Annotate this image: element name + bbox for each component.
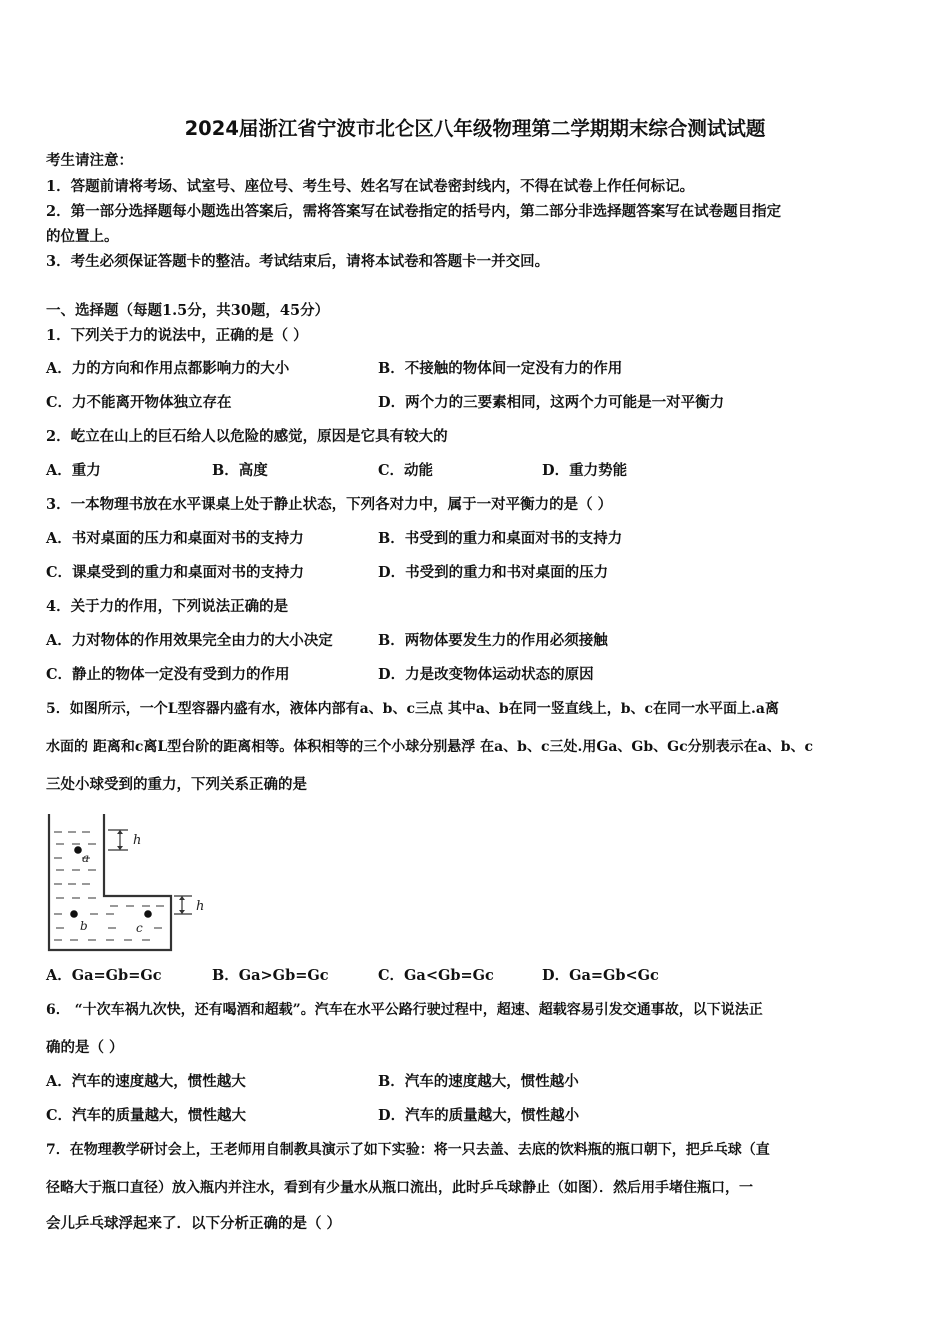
q2-stem: 2．屹立在山上的巨石给人以危险的感觉，原因是它具有较大的	[46, 428, 448, 445]
q3-option-c: C．课桌受到的重力和桌面对书的支持力	[46, 564, 305, 581]
section-heading: 一、选择题（每题1.5分，共30题，45分）	[46, 302, 330, 319]
q5-option-b: B．Ga>Gb=Gc	[212, 967, 329, 984]
q2-option-c: C．动能	[378, 462, 434, 479]
q5-stem-line1: 5．如图所示，一个L型容器内盛有水，液体内部有a、b、c三点 其中a、b在同一竖直线上，b、c在同一水平面上.a离	[46, 701, 779, 717]
point-b-label: b	[80, 919, 88, 933]
q7-stem-line2: 径略大于瓶口直径）放入瓶内并注水，看到有少量水从瓶口流出，此时乒乓球静止（如图）．然后用手堵住瓶口，一	[46, 1180, 753, 1196]
point-a-label: a	[82, 851, 90, 865]
q5-option-d: D．Ga=Gb<Gc	[542, 967, 659, 984]
q6-option-d: D．汽车的质量越大，惯性越小	[378, 1107, 580, 1124]
notice-item-3: 3．考生必须保证答题卡的整洁。考试结束后，请将本试卷和答题卡一并交回。	[46, 253, 550, 270]
q6-stem-line1: 6． “十次车祸九次快，还有喝酒和超载”。汽车在水平公路行驶过程中，超速、超载容易引发交通事故，以下说法正	[46, 1002, 763, 1018]
q3-option-a: A．书对桌面的压力和桌面对书的支持力	[46, 530, 304, 547]
q1-option-c: C．力不能离开物体独立存在	[46, 394, 232, 411]
q1-option-d: D．两个力的三要素相同，这两个力可能是一对平衡力	[378, 394, 725, 411]
q3-option-d: D．书受到的重力和书对桌面的压力	[378, 564, 609, 581]
q4-stem: 4．关于力的作用，下列说法正确的是	[46, 598, 289, 615]
ball-a	[74, 846, 82, 854]
q7-stem-line3: 会儿乒乓球浮起来了．以下分析正确的是（ ）	[46, 1215, 342, 1232]
h-label-2: h	[196, 899, 205, 914]
q6-stem-line2: 确的是（ ）	[46, 1039, 124, 1056]
q7-stem-line1: 7．在物理教学研讨会上，王老师用自制教具演示了如下实验：将一只去盖、去底的饮料瓶的瓶口朝下，把乒乓球（直	[46, 1142, 770, 1158]
point-c-label: c	[136, 921, 143, 935]
q2-option-b: B．高度	[212, 462, 268, 479]
q5-stem-line2: 水面的 距离和c离L型台阶的距离相等。体积相等的三个小球分别悬浮 在a、b、c三处.用Ga、Gb、Gc分别表示在a、b、c	[46, 739, 814, 755]
q6-option-b: B．汽车的速度越大，惯性越小	[378, 1073, 579, 1090]
q2-option-d: D．重力势能	[542, 462, 628, 479]
h-label-1: h	[133, 833, 142, 848]
q5-option-a: A．Ga=Gb=Gc	[46, 967, 162, 984]
ball-b	[70, 910, 78, 918]
q2-option-a: A．重力	[46, 462, 101, 479]
l-container-figure	[44, 810, 214, 955]
notice-item-2-cont: 的位置上。	[46, 228, 119, 245]
page-title: 2024届浙江省宁波市北仑区八年级物理第二学期期末综合测试试题	[184, 117, 766, 140]
ball-c	[144, 910, 152, 918]
q3-option-b: B．书受到的重力和桌面对书的支持力	[378, 530, 623, 547]
q1-option-b: B．不接触的物体间一定没有力的作用	[378, 360, 623, 377]
q3-stem: 3．一本物理书放在水平课桌上处于静止状态，下列各对力中，属于一对平衡力的是（ ）	[46, 496, 613, 513]
q4-option-d: D．力是改变物体运动状态的原因	[378, 666, 594, 683]
q1-stem: 1．下列关于力的说法中，正确的是（ ）	[46, 327, 308, 344]
q5-option-c: C．Ga<Gb=Gc	[378, 967, 494, 984]
q1-option-a: A．力的方向和作用点都影响力的大小	[46, 360, 290, 377]
q4-option-a: A．力对物体的作用效果完全由力的大小决定	[46, 632, 333, 649]
q6-option-a: A．汽车的速度越大，惯性越大	[46, 1073, 246, 1090]
notice-heading: 考生请注意：	[46, 152, 133, 169]
q5-stem-line3: 三处小球受到的重力，下列关系正确的是	[46, 776, 307, 793]
notice-item-1: 1．答题前请将考场、试室号、座位号、考生号、姓名写在试卷密封线内，不得在试卷上作任何标记。	[46, 178, 695, 195]
q6-option-c: C．汽车的质量越大，惯性越大	[46, 1107, 247, 1124]
notice-item-2: 2．第一部分选择题每小题选出答案后，需将答案写在试卷指定的括号内，第二部分非选择题答案写在试卷题目指定	[46, 203, 782, 220]
q4-option-c: C．静止的物体一定没有受到力的作用	[46, 666, 290, 683]
q4-option-b: B．两物体要发生力的作用必须接触	[378, 632, 608, 649]
